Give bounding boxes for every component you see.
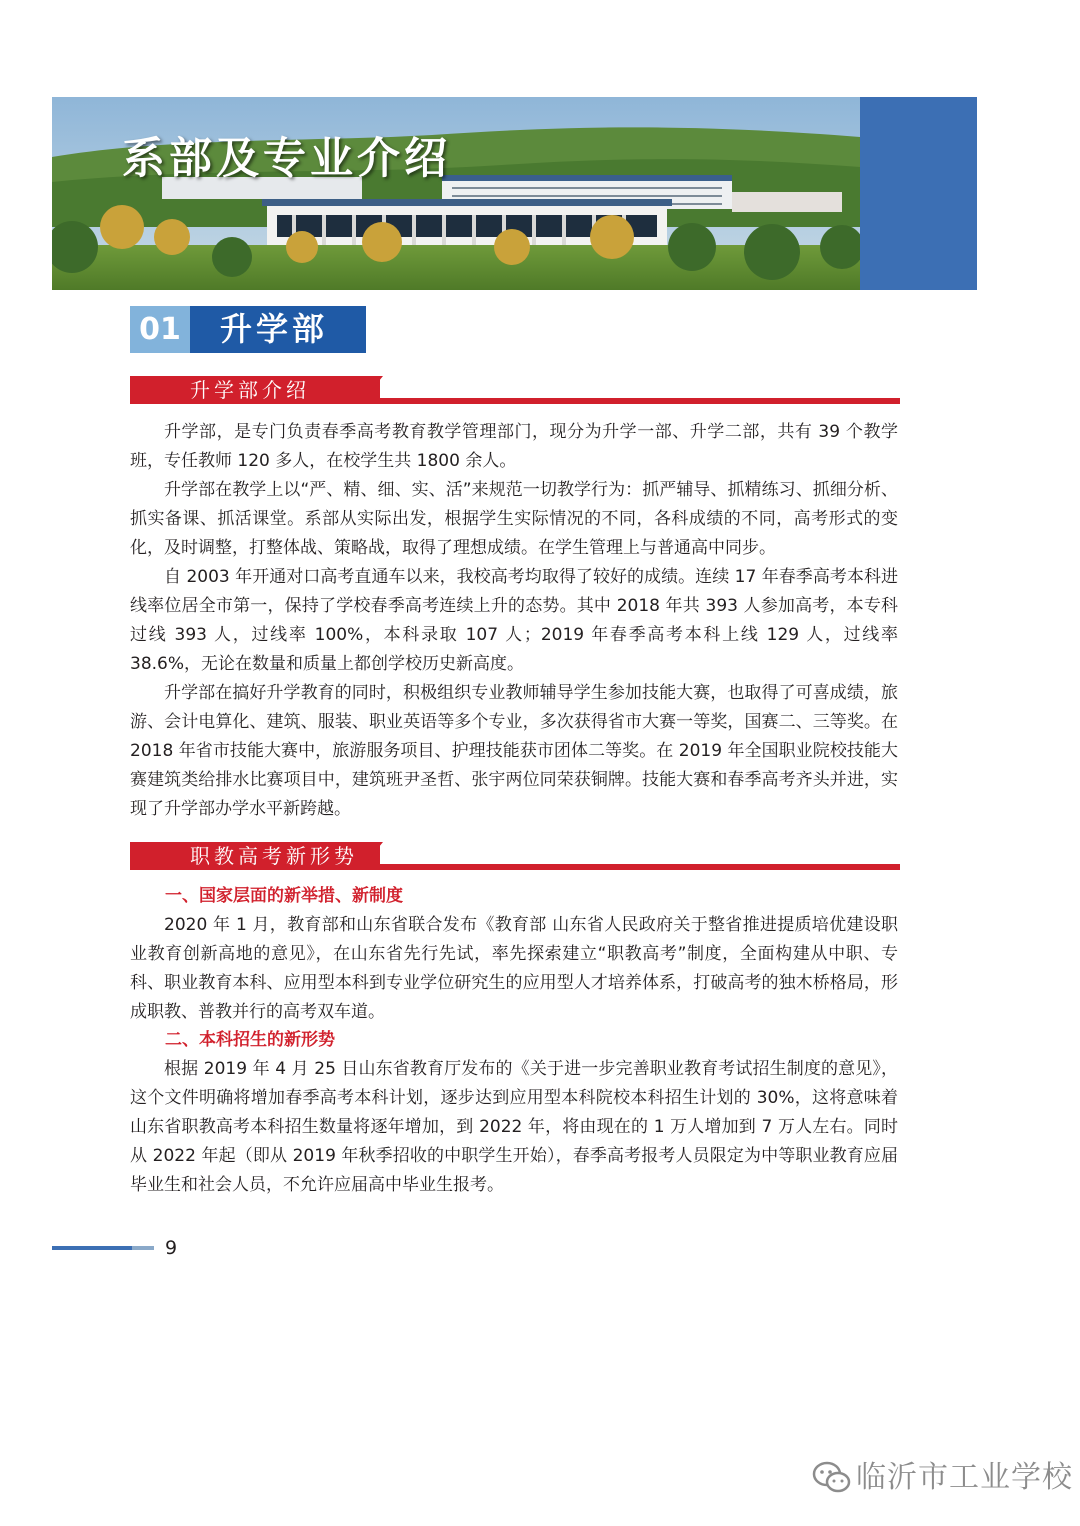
header-banner (52, 97, 860, 290)
policy-paragraph: 根据 2019 年 4 月 25 日山东省教育厅发布的《关于进一步完善职业教育考试招生制度的意见》，这个文件明确将增加春季高考本科计划，逐步达到应用型本科院校本科招生计划的 30%，这将意味着山东省职教高考本科招生数量将逐年增加，到 2022 年，将由现在的 1 万人增加到 7 万人左右。同时从 2022 年起（即从 2019 年秋季招收的中职学生开始），春季高考报考人员限定为中等职业教育应届毕业生和社会人员，不允许应届高中毕业生报考。 (130, 1059, 898, 1195)
section-number: 01 (130, 306, 190, 353)
decorative-blue-panel (860, 97, 977, 290)
wechat-icon (812, 1460, 852, 1496)
watermark-text: 临沂市工业学校 (856, 1460, 1073, 1495)
subsection-header-new-situation (130, 842, 900, 872)
subsection-label: 职教高考新形势 (190, 844, 358, 868)
page-number: 9 (165, 1237, 178, 1259)
intro-paragraph: 升学部在搞好升学教育的同时，积极组织专业教师辅导学生参加技能大赛，也取得了可喜成绩，旅游、会计电算化、建筑、服装、职业英语等多个专业，多次获得省市大赛一等奖，国赛二、三等奖。在 2018 年省市技能大赛中，旅游服务项目、护理技能获市团体二等奖。在 2019 年全国职业院校技能大赛建筑类给排水比赛项目中，建筑班尹圣哲、张宇两位同荣获铜牌。技能大赛和春季高考齐头并进，实现了升学部办学水平新跨越。 (130, 683, 898, 819)
footer-rule (52, 1246, 132, 1250)
policy-heading: 一、国家层面的新举措、新制度 (165, 886, 403, 906)
intro-paragraph: 升学部在教学上以“严、精、细、实、活”来规范一切教学行为：抓严辅导、抓精练习、抓细分析、抓实备课、抓活课堂。系部从实际出发，根据学生实际情况的不同，各科成绩的不同，高考形式的变化，及时调整，打整体战、策略战，取得了理想成绩。在学生管理上与普通高中同步。 (130, 480, 898, 558)
intro-paragraph: 自 2003 年开通对口高考直通车以来，我校高考均取得了较好的成绩。连续 17 年春季高考本科进线率位居全市第一，保持了学校春季高考连续上升的态势。其中 2018 年共 393 人参加高考，本专科过线 393 人，过线率 100%，本科录取 107 人；2019 年春季高考本科上线 129 人，过线率 38.6%，无论在数量和质量上都创学校历史新高度。 (130, 567, 898, 674)
footer-rule-accent (132, 1246, 154, 1250)
policy-heading: 二、本科招生的新形势 (165, 1030, 335, 1050)
subsection-header-intro (130, 376, 900, 406)
banner-title: 系部及专业介绍 (122, 134, 451, 184)
section-title: 升学部 (190, 306, 366, 353)
intro-paragraph: 升学部，是专门负责春季高考教育教学管理部门，现分为升学一部、升学二部，共有 39 个教学班，专任教师 120 多人，在校学生共 1800 余人。 (130, 422, 898, 471)
subsection-label: 升学部介绍 (190, 378, 310, 402)
policy-paragraph: 2020 年 1 月，教育部和山东省联合发布《教育部 山东省人民政府关于整省推进提质培优建设职业教育创新高地的意见》，在山东省先行先试，率先探索建立“职教高考”制度，全面构建从中职、专科、职业教育本科、应用型本科到专业学位研究生的应用型人才培养体系，打破高考的独木桥格局，形成职教、普教并行的高考双车道。 (130, 915, 898, 1022)
